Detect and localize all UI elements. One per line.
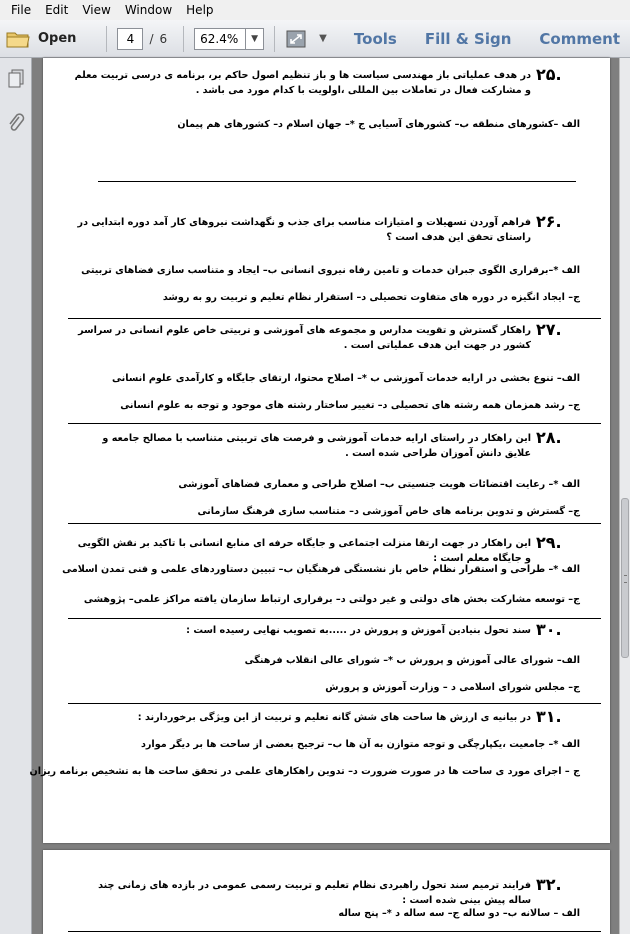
question-text: سند تحول بنیادین آموزش و پرورش در .....به تصویب نهایی رسیده است : (186, 625, 531, 636)
fill-sign-link[interactable]: Fill & Sign (424, 29, 512, 48)
divider-line (68, 318, 601, 319)
question-number: ۳۲. (536, 875, 562, 894)
menu-bar (0, 0, 630, 20)
question-number: ۲۹. (536, 533, 562, 552)
page-total: 6 (159, 31, 168, 46)
menu-window[interactable]: Window (124, 3, 173, 17)
toolbar-divider (183, 26, 184, 52)
divider-line (68, 523, 601, 524)
expand-icon (285, 29, 307, 49)
chevron-down-icon[interactable]: ▼ (245, 29, 263, 49)
answer-options: الف *– طراحی و استقرار نظام خاص باز نشستگی فرهنگیان ب– تبیین دستاوردهای علمی و فنی تمدن اسلامی (62, 564, 580, 575)
open-label: Open (38, 31, 77, 46)
menu-file[interactable]: File (11, 3, 32, 17)
answer-options: ج– ایجاد انگیزه در دوره های متفاوت تحصیلی د– استقرار نظام تعلیم و تربیت رو به روشد (162, 292, 580, 303)
question-text: فراهم آوردن تسهیلات و امتیازات مناسب برای جذب و نگهداشت نیروهای کار آمد دوره ابتدایی در راستای تحقق این هدف است ؟ (77, 217, 531, 243)
question-text: این راهکار در راستای ارایه خدمات آموزشی و فرصت های تربیتی متناسب با مصالح جامعه و علایق دانش آموزان طراحی شده است . (102, 433, 531, 459)
toolbar-divider (106, 26, 107, 52)
toolbar (0, 20, 630, 58)
answer-options: ج– رشد همزمان همه رشته های تحصیلی د– تغییر ساختار رشته های موجود و توجه به علوم انسانی (120, 400, 580, 411)
pdf-page-next (43, 850, 610, 934)
page-separator: / (149, 31, 154, 46)
question-number: ۲۵. (536, 65, 562, 84)
answer-options: ج– مجلس شورای اسلامی د – وزارت آموزش و پرورش (325, 682, 580, 693)
answer-options: الف– شورای عالی آموزش و پرورش ب *– شورای عالی انقلاب فرهنگی (244, 655, 580, 666)
divider-line (68, 931, 601, 932)
answer-options: ج– توسعه مشارکت بخش های دولتی و غیر دولتی د– برقراری ارتباط سازمان یافته مراکز علمی– پژوهشی (83, 594, 580, 605)
pages-icon[interactable] (6, 68, 26, 88)
question-text: این راهکار در جهت ارتقا منزلت اجتماعی و جایگاه حرفه ای منابع انسانی با تاکید بر نقش الگویی و جایگاه معلم است : (77, 538, 531, 564)
more-tools-icon[interactable]: ▼ (319, 33, 327, 44)
pdf-page (29, 58, 610, 843)
question-number: ۳۰. (536, 620, 562, 639)
menu-help[interactable]: Help (186, 3, 214, 17)
question-number: ۲۷. (536, 320, 562, 339)
divider-line (68, 703, 601, 704)
answer-options: الف– تنوع بخشی در ارایه خدمات آموزشی ب *– اصلاح محتوا، ارتقای جایگاه و کارآمدی علوم انسانی (111, 373, 580, 384)
paperclip-icon[interactable] (6, 112, 26, 134)
answer-options: الف – سالانه ب– دو ساله ج– سه ساله د *– پنج ساله (338, 908, 580, 919)
question-text: در بیانیه ی ارزش ها ساحت های شش گانه تعلیم و تربیت از این ویژگی برخوردارند : (137, 712, 531, 723)
divider-line (68, 618, 601, 619)
tools-link[interactable]: Tools (353, 29, 397, 48)
answer-options: الف –کشورهای منطقه ب– کشورهای آسیایی ج *– جهان اسلام د– کشورهای هم پیمان (177, 119, 580, 130)
toolbar-divider (274, 26, 275, 52)
page-number-input[interactable]: 4 (117, 28, 143, 50)
question-text: فرایند ترمیم سند تحول راهبردی نظام تعلیم و تربیت رسمی عمومی در بازده های زمانی چند ساله پیش بینی شده است : (98, 880, 531, 906)
divider-line (98, 181, 576, 182)
open-button[interactable] (6, 29, 76, 49)
answer-options: ج– گسترش و تدوین برنامه های خاص آموزشی د– متناسب سازی فرهنگ سازمانی (197, 506, 580, 517)
divider-line (68, 423, 601, 424)
menu-edit[interactable]: Edit (45, 3, 69, 17)
answer-options: الف *– جامعیت ،یکپارچگی و توجه متوازن به آن ها ب– ترجیح بعضی از ساحت ها بر دیگر موارد (140, 739, 580, 750)
folder-icon (6, 29, 30, 49)
scrollbar-thumb[interactable] (621, 498, 629, 658)
answer-options: ج – اجرای مورد ی ساحت ها در صورت ضرورت د– تدوین راهکارهای علمی در تحقق ساحت ها به تشخیص برنامه ریزان (29, 766, 580, 777)
question-number: ۲۶. (536, 212, 562, 231)
zoom-select[interactable] (194, 28, 264, 50)
answer-options: الف *– رعایت اقتضائات هویت جنسیتی ب– اصلاح طراحی و معماری فضاهای آموزشی (178, 479, 580, 490)
question-number: ۳۱. (536, 707, 562, 726)
menu-view[interactable]: View (82, 3, 111, 17)
navigation-pane (0, 58, 32, 934)
answer-options: الف *–برقراری الگوی جبران خدمات و تامین رفاه نیروی انسانی ب– ایجاد و متناسب سازی فضاهای تربیتی (81, 265, 580, 276)
fit-page-button[interactable] (285, 29, 307, 49)
question-number: ۲۸. (536, 428, 562, 447)
question-text: راهکار گسترش و تقویت مدارس و مجموعه های آموزشی و تربیتی خاص علوم انسانی در سراسر کشور در جهت این هدف عملیاتی است . (78, 325, 531, 351)
question-text: در هدف عملیاتی باز مهندسی سیاست ها و باز تنظیم اصول حاکم بر، برنامه ی درسی تربیت معلم و مشارکت فعال در تعاملات بین المللی ،اولویت با کدام مورد می باشد . (74, 70, 531, 96)
zoom-value: 62.4% (200, 31, 239, 46)
vertical-scrollbar[interactable] (619, 58, 630, 934)
comment-link[interactable]: Comment (539, 29, 620, 48)
